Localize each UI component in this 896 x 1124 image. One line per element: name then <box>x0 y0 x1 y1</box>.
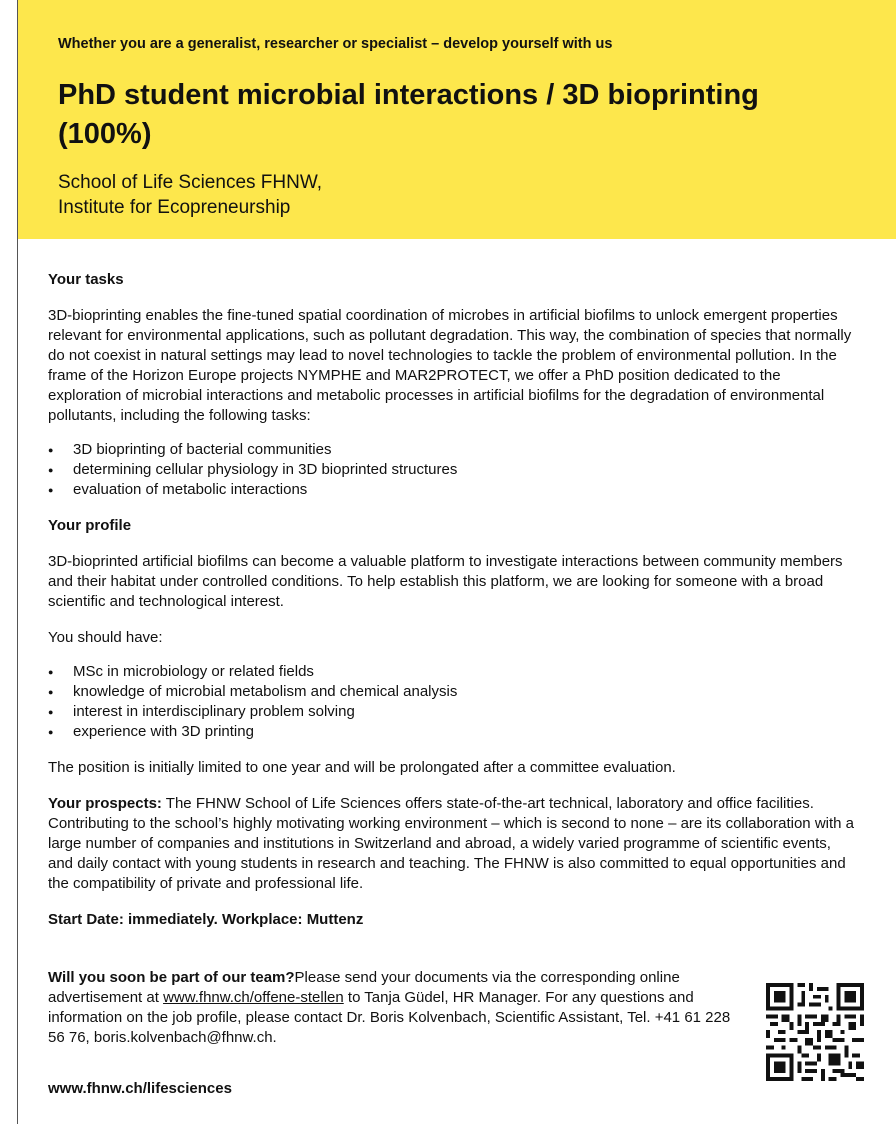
organization-school: School of Life Sciences FHNW, <box>58 172 322 193</box>
prospects-text: The FHNW School of Life Sciences offers state-of-the-art technical, laboratory and office facilities. Contributing to the school’s highly motivating working environment – which is second to none – are its collaboration with a large number of companies and institutions in Switzerland and abroad, a widely varied programme of scientific events, and daily contact with young students in research and teaching. The FHNW is also committed to equal opportunities and the compatibility of private and professional life. <box>48 795 855 892</box>
qr-code-icon <box>766 983 864 1081</box>
list-item: ● evaluation of metabolic interactions <box>48 480 856 500</box>
tasks-heading: Your tasks <box>48 271 124 288</box>
organization-institute: Institute for Ecopreneurship <box>58 197 291 218</box>
tasks-list <box>48 440 856 500</box>
page-title: PhD student microbial interactions / 3D bioprinting (100%) <box>58 79 759 150</box>
list-item: ● knowledge of microbial metabolism and chemical analysis <box>48 682 856 702</box>
job-ads-link[interactable]: www.fhnw.ch/offene-stellen <box>163 989 344 1006</box>
profile-heading: Your profile <box>48 517 132 534</box>
profile-list <box>48 662 856 742</box>
prospects-label: Your prospects: <box>48 795 162 812</box>
position-limitation: The position is initially limited to one year and will be prolongated after a committee evaluation. <box>48 759 676 776</box>
prospects-paragraph <box>48 794 856 894</box>
list-item: ● determining cellular physiology in 3D bioprinted structures <box>48 460 856 480</box>
organization <box>58 170 322 220</box>
header-banner <box>18 0 896 239</box>
list-item: ● interest in interdisciplinary problem solving <box>48 702 856 722</box>
should-have-label: You should have: <box>48 629 163 646</box>
start-date: Start Date: immediately. Workplace: Muttenz <box>48 911 364 928</box>
contact-text-after: to Tanja Güdel, HR Manager. For any questions and information on the job profile, please contact Dr. Boris Kolvenbach, Scientific Assistant, Tel. +41 61 228 56 76, boris.kolvenbach@fhnw.ch. <box>48 989 731 1046</box>
list-item: ● MSc in microbiology or related fields <box>48 662 856 682</box>
tagline: Whether you are a generalist, researcher or specialist – develop yourself with us <box>58 36 613 52</box>
website-link[interactable]: www.fhnw.ch/lifesciences <box>48 1080 232 1097</box>
contact-question: Will you soon be part of our team? <box>48 969 295 986</box>
profile-intro: 3D-bioprinted artificial biofilms can become a valuable platform to investigate interactions between community members and their habitat under controlled conditions. To help establish this platform, we are looking for someone with a broad scientific and technological interest. <box>48 553 843 610</box>
list-item: ● experience with 3D printing <box>48 722 856 742</box>
contact-text-before: Please send your documents via the corresponding online advertisement at <box>48 969 680 1006</box>
contact-paragraph <box>48 968 748 1048</box>
tasks-intro: 3D-bioprinting enables the fine-tuned spatial coordination of microbes in artificial biofilms to unlock emergent properties relevant for environmental applications, such as pollutant degradation. This way, the combination of species that normally do not coexist in natural settings may lead to novel technologies to tackle the problem of environmental pollution. In the frame of the Horizon Europe projects NYMPHE and MAR2PROTECT, we offer a PhD position dedicated to the exploration of microbial interactions and metabolic processes in artificial biofilms for the degradation of environmental pollutants, including the following tasks: <box>48 307 852 424</box>
job-description <box>48 270 856 946</box>
list-item: ● 3D bioprinting of bacterial communities <box>48 440 856 460</box>
